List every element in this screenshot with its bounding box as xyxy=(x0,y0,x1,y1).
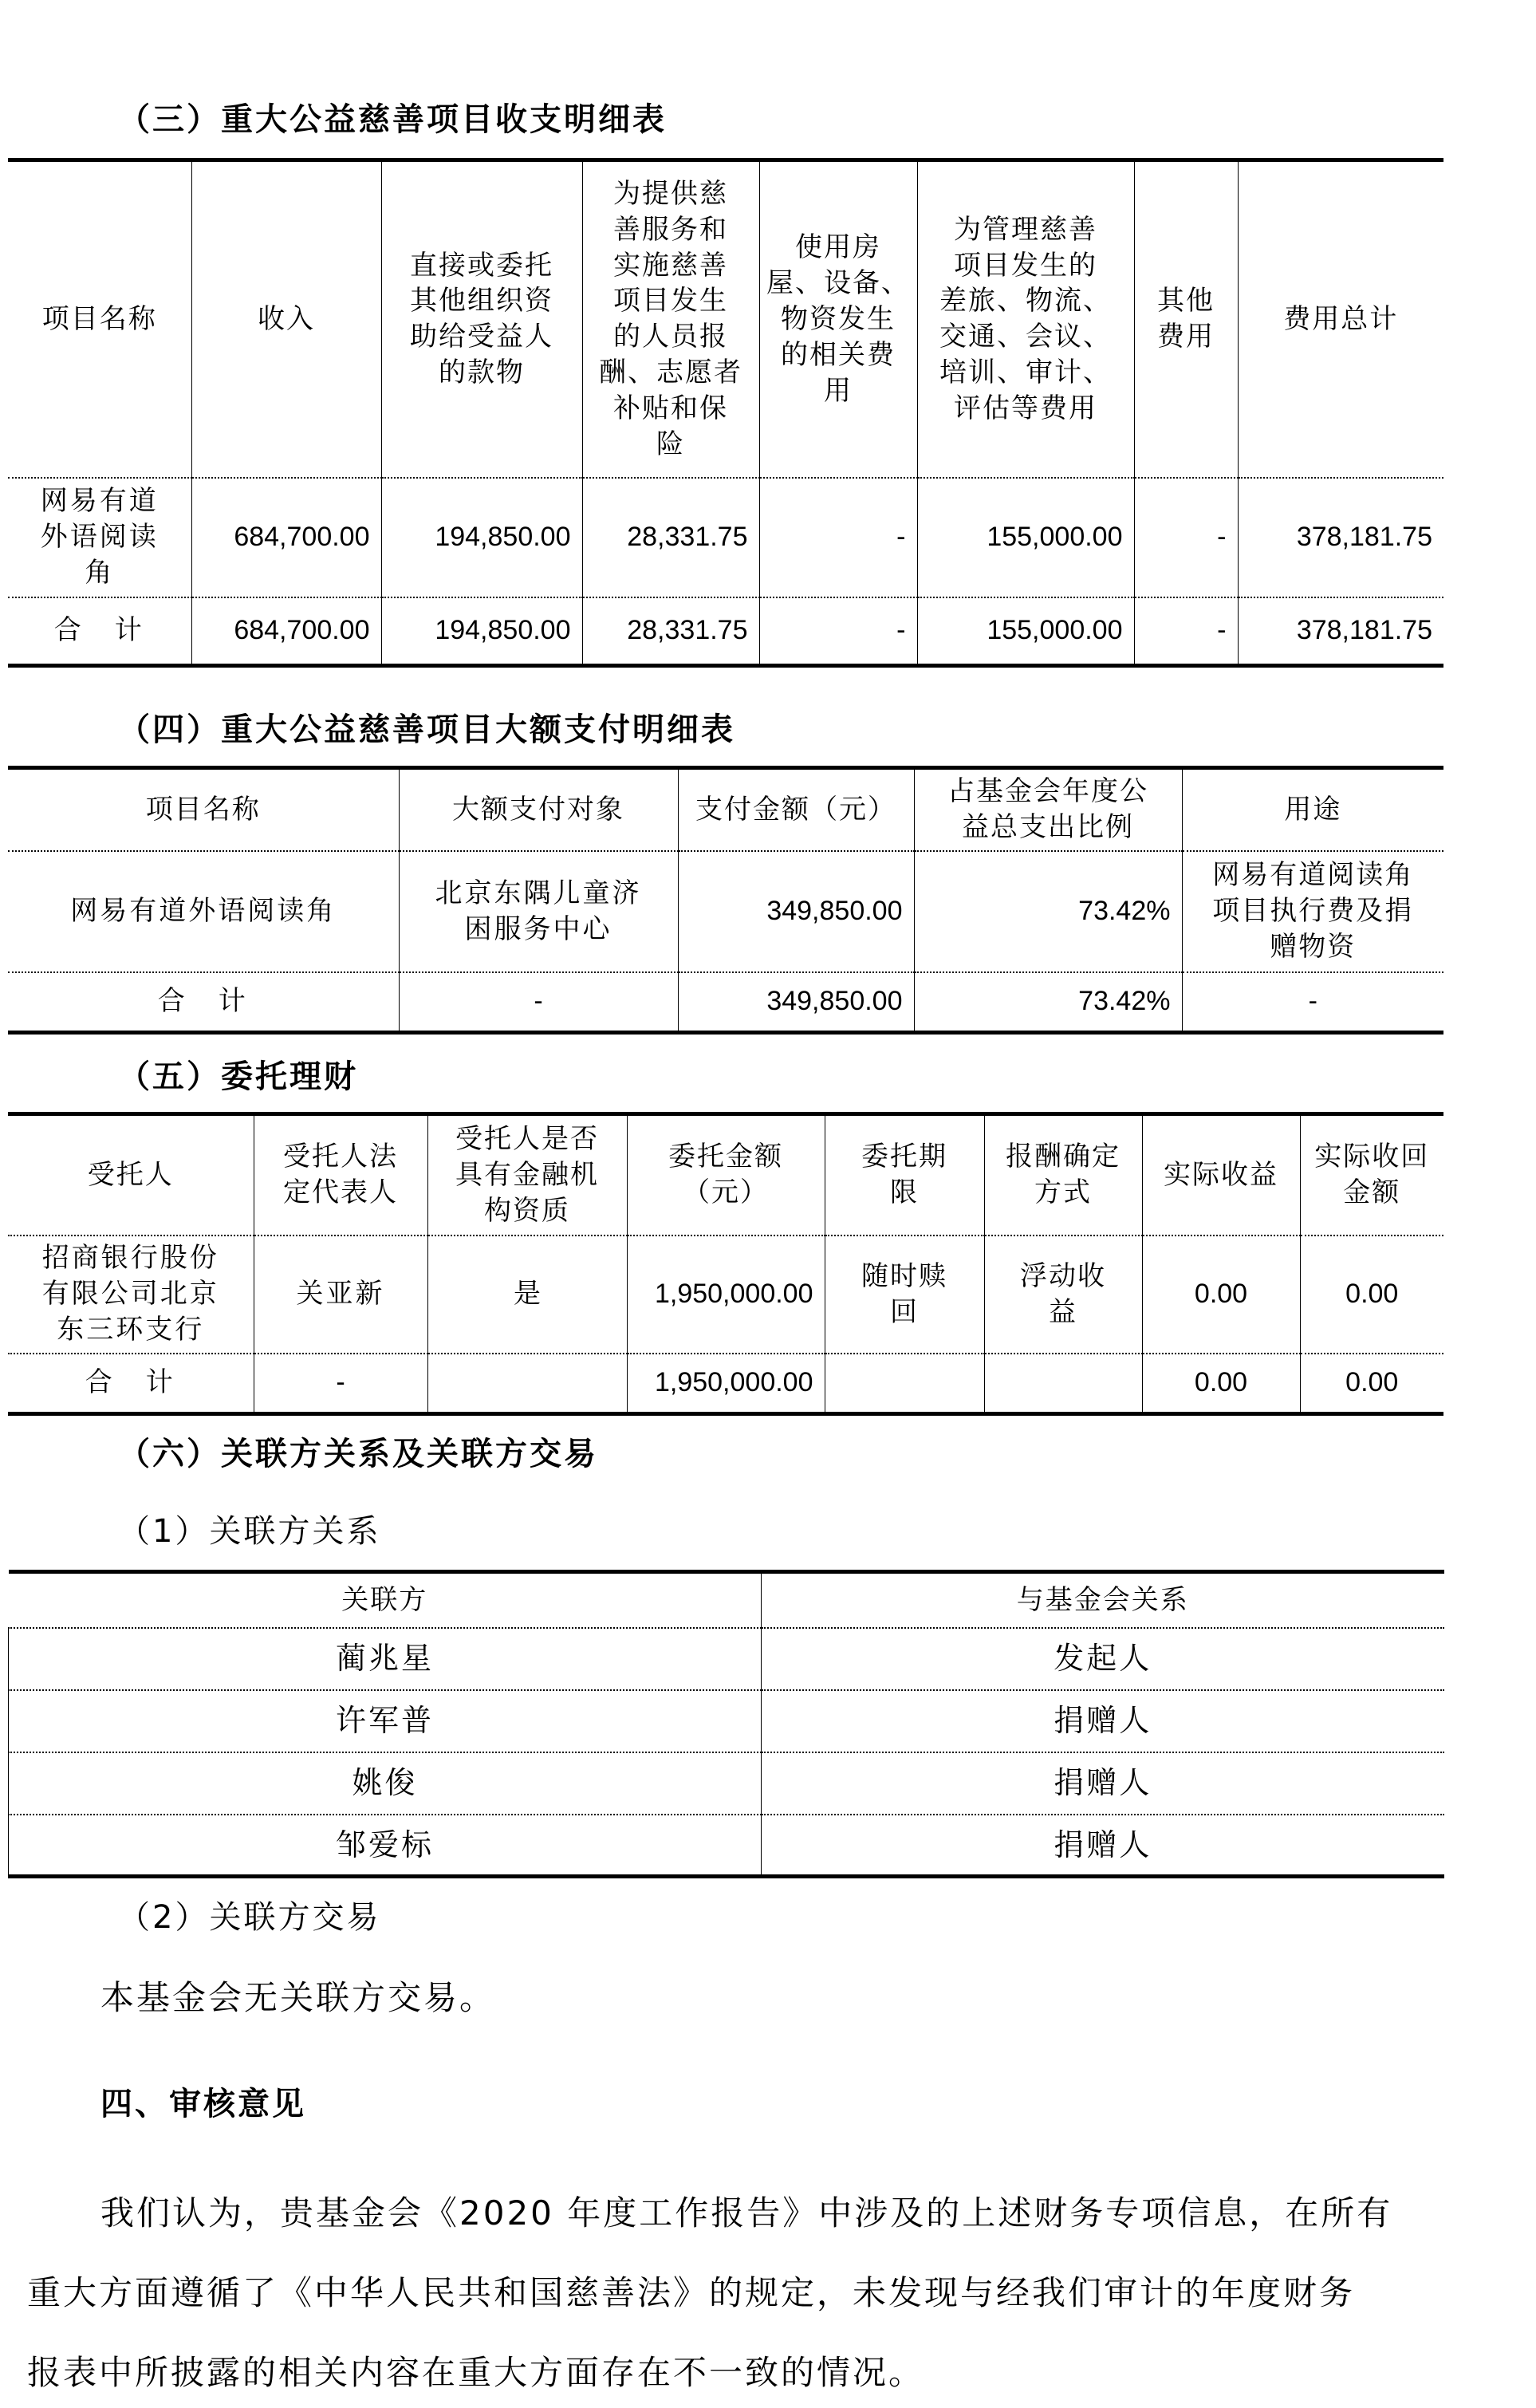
related-party-header-row xyxy=(9,1572,1444,1628)
project-name-cell: 网易有道 外语阅读 角 xyxy=(8,478,191,597)
section3-header-cell: 使用房 屋、设备、 物资发生 的相关费 用 xyxy=(759,160,917,478)
legal-rep-cell: - xyxy=(254,1354,427,1414)
other-cell: - xyxy=(1134,478,1238,597)
section3-header-cell: 为提供慈 善服务和 实施慈善 项目发生 的人员报 酬、志愿者 补贴和保 险 xyxy=(582,160,759,478)
total-cell: 378,181.75 xyxy=(1238,478,1443,597)
payee-cell: - xyxy=(399,972,678,1033)
total-cell: 378,181.75 xyxy=(1238,597,1443,666)
equipment-cell: - xyxy=(759,597,917,666)
section3-header-cell: 收入 xyxy=(191,160,381,478)
section5-header-cell: 受托人是否 具有金融机 构资质 xyxy=(427,1114,627,1236)
personnel-cell: 28,331.75 xyxy=(582,597,759,666)
section4-table xyxy=(8,766,1443,1035)
section5-header-cell: 受托人 xyxy=(8,1114,254,1236)
section5-table xyxy=(8,1112,1443,1416)
table-row xyxy=(9,1752,1444,1815)
table-row xyxy=(8,478,1443,597)
grant-cell: 194,850.00 xyxy=(381,597,582,666)
section3-header-cell: 项目名称 xyxy=(8,160,191,478)
section5-header-cell: 实际收回 金额 xyxy=(1300,1114,1443,1236)
actual-income-cell: 0.00 xyxy=(1142,1354,1300,1414)
table-row xyxy=(8,597,1443,666)
method-cell: 浮动收 益 xyxy=(984,1236,1142,1354)
related-party-header-cell: 关联方 xyxy=(9,1572,762,1628)
table-row xyxy=(8,851,1443,972)
relationship-cell: 捐赠人 xyxy=(762,1815,1444,1877)
legal-rep-cell: 关亚新 xyxy=(254,1236,427,1354)
section3-header-row xyxy=(8,160,1443,478)
audit-opinion-line-3: 报表中所披露的相关内容在重大方面存在不一致的情况。 xyxy=(27,2353,925,2392)
amount-cell: 1,950,000.00 xyxy=(627,1354,825,1414)
table-row xyxy=(8,1354,1443,1414)
other-cell: - xyxy=(1134,597,1238,666)
term-cell: 随时赎 回 xyxy=(825,1236,984,1354)
audit-opinion-title: 四、审核意见 xyxy=(100,2086,306,2122)
section5-title: （五）委托理财 xyxy=(118,1058,358,1095)
section6-subtitle-1: （1）关联方关系 xyxy=(118,1513,381,1550)
section5-header-cell: 受托人法 定代表人 xyxy=(254,1114,427,1236)
section3-header-cell: 为管理慈善 项目发生的 差旅、物流、 交通、会议、 培训、审计、 评估等费用 xyxy=(917,160,1134,478)
audit-opinion-line-2: 重大方面遵循了《中华人民共和国慈善法》的规定，未发现与经我们审计的年度财务 xyxy=(27,2273,1356,2312)
term-cell xyxy=(825,1354,984,1414)
purpose-cell: - xyxy=(1182,972,1443,1033)
amount-cell: 349,850.00 xyxy=(678,972,914,1033)
table-row xyxy=(9,1815,1444,1877)
equipment-cell: - xyxy=(759,478,917,597)
section5-header-row xyxy=(8,1114,1443,1236)
audit-opinion-line-1: 我们认为，贵基金会《2020 年度工作报告》中涉及的上述财务专项信息，在所有 xyxy=(100,2193,1393,2233)
table-row xyxy=(8,972,1443,1033)
section3-table xyxy=(8,158,1443,668)
section4-header-cell: 大额支付对象 xyxy=(399,768,678,851)
section4-header-cell: 支付金额（元） xyxy=(678,768,914,851)
personnel-cell: 28,331.75 xyxy=(582,478,759,597)
related-party-table xyxy=(8,1570,1444,1878)
section6-title: （六）关联方关系及关联方交易 xyxy=(118,1436,598,1472)
actual-recovered-cell: 0.00 xyxy=(1300,1354,1443,1414)
related-party-name-cell: 蔺兆星 xyxy=(9,1628,762,1690)
management-cell: 155,000.00 xyxy=(917,597,1134,666)
section3-header-cell: 费用总计 xyxy=(1238,160,1443,478)
relationship-cell: 发起人 xyxy=(762,1628,1444,1690)
related-transaction-text: 本基金会无关联方交易。 xyxy=(100,1978,496,2017)
section3-title: （三）重大公益慈善项目收支明细表 xyxy=(118,101,667,138)
amount-cell: 1,950,000.00 xyxy=(627,1236,825,1354)
grant-cell: 194,850.00 xyxy=(381,478,582,597)
related-party-header-cell: 与基金会关系 xyxy=(762,1572,1444,1628)
related-party-name-cell: 许军普 xyxy=(9,1690,762,1752)
ratio-cell: 73.42% xyxy=(914,851,1182,972)
actual-income-cell: 0.00 xyxy=(1142,1236,1300,1354)
amount-cell: 349,850.00 xyxy=(678,851,914,972)
total-label-cell: 合 计 xyxy=(8,1354,254,1414)
purpose-cell: 网易有道阅读角 项目执行费及捐 赠物资 xyxy=(1182,851,1443,972)
section5-header-cell: 报酬确定 方式 xyxy=(984,1114,1142,1236)
section4-title: （四）重大公益慈善项目大额支付明细表 xyxy=(118,711,735,748)
income-cell: 684,700.00 xyxy=(191,597,381,666)
method-cell xyxy=(984,1354,1142,1414)
section5-header-cell: 实际收益 xyxy=(1142,1114,1300,1236)
section3-header-cell: 直接或委托 其他组织资 助给受益人 的款物 xyxy=(381,160,582,478)
section4-header-cell: 占基金会年度公 益总支出比例 xyxy=(914,768,1182,851)
table-row xyxy=(8,1236,1443,1354)
section5-header-cell: 委托期 限 xyxy=(825,1114,984,1236)
relationship-cell: 捐赠人 xyxy=(762,1752,1444,1815)
trustee-cell: 招商银行股份 有限公司北京 东三环支行 xyxy=(8,1236,254,1354)
related-party-name-cell: 邹爱标 xyxy=(9,1815,762,1877)
relationship-cell: 捐赠人 xyxy=(762,1690,1444,1752)
table-row xyxy=(9,1628,1444,1690)
ratio-cell: 73.42% xyxy=(914,972,1182,1033)
management-cell: 155,000.00 xyxy=(917,478,1134,597)
total-label-cell: 合 计 xyxy=(8,972,399,1033)
table-row xyxy=(9,1690,1444,1752)
section4-header-row xyxy=(8,768,1443,851)
payee-cell: 北京东隅儿童济 困服务中心 xyxy=(399,851,678,972)
section3-header-cell: 其他 费用 xyxy=(1134,160,1238,478)
related-party-name-cell: 姚俊 xyxy=(9,1752,762,1815)
income-cell: 684,700.00 xyxy=(191,478,381,597)
section4-header-cell: 项目名称 xyxy=(8,768,399,851)
section6-subtitle-2: （2）关联方交易 xyxy=(118,1899,381,1936)
qualification-cell: 是 xyxy=(427,1236,627,1354)
actual-recovered-cell: 0.00 xyxy=(1300,1236,1443,1354)
total-label-cell: 合 计 xyxy=(8,597,191,666)
section5-header-cell: 委托金额 （元） xyxy=(627,1114,825,1236)
project-name-cell: 网易有道外语阅读角 xyxy=(8,851,399,972)
section4-header-cell: 用途 xyxy=(1182,768,1443,851)
qualification-cell xyxy=(427,1354,627,1414)
